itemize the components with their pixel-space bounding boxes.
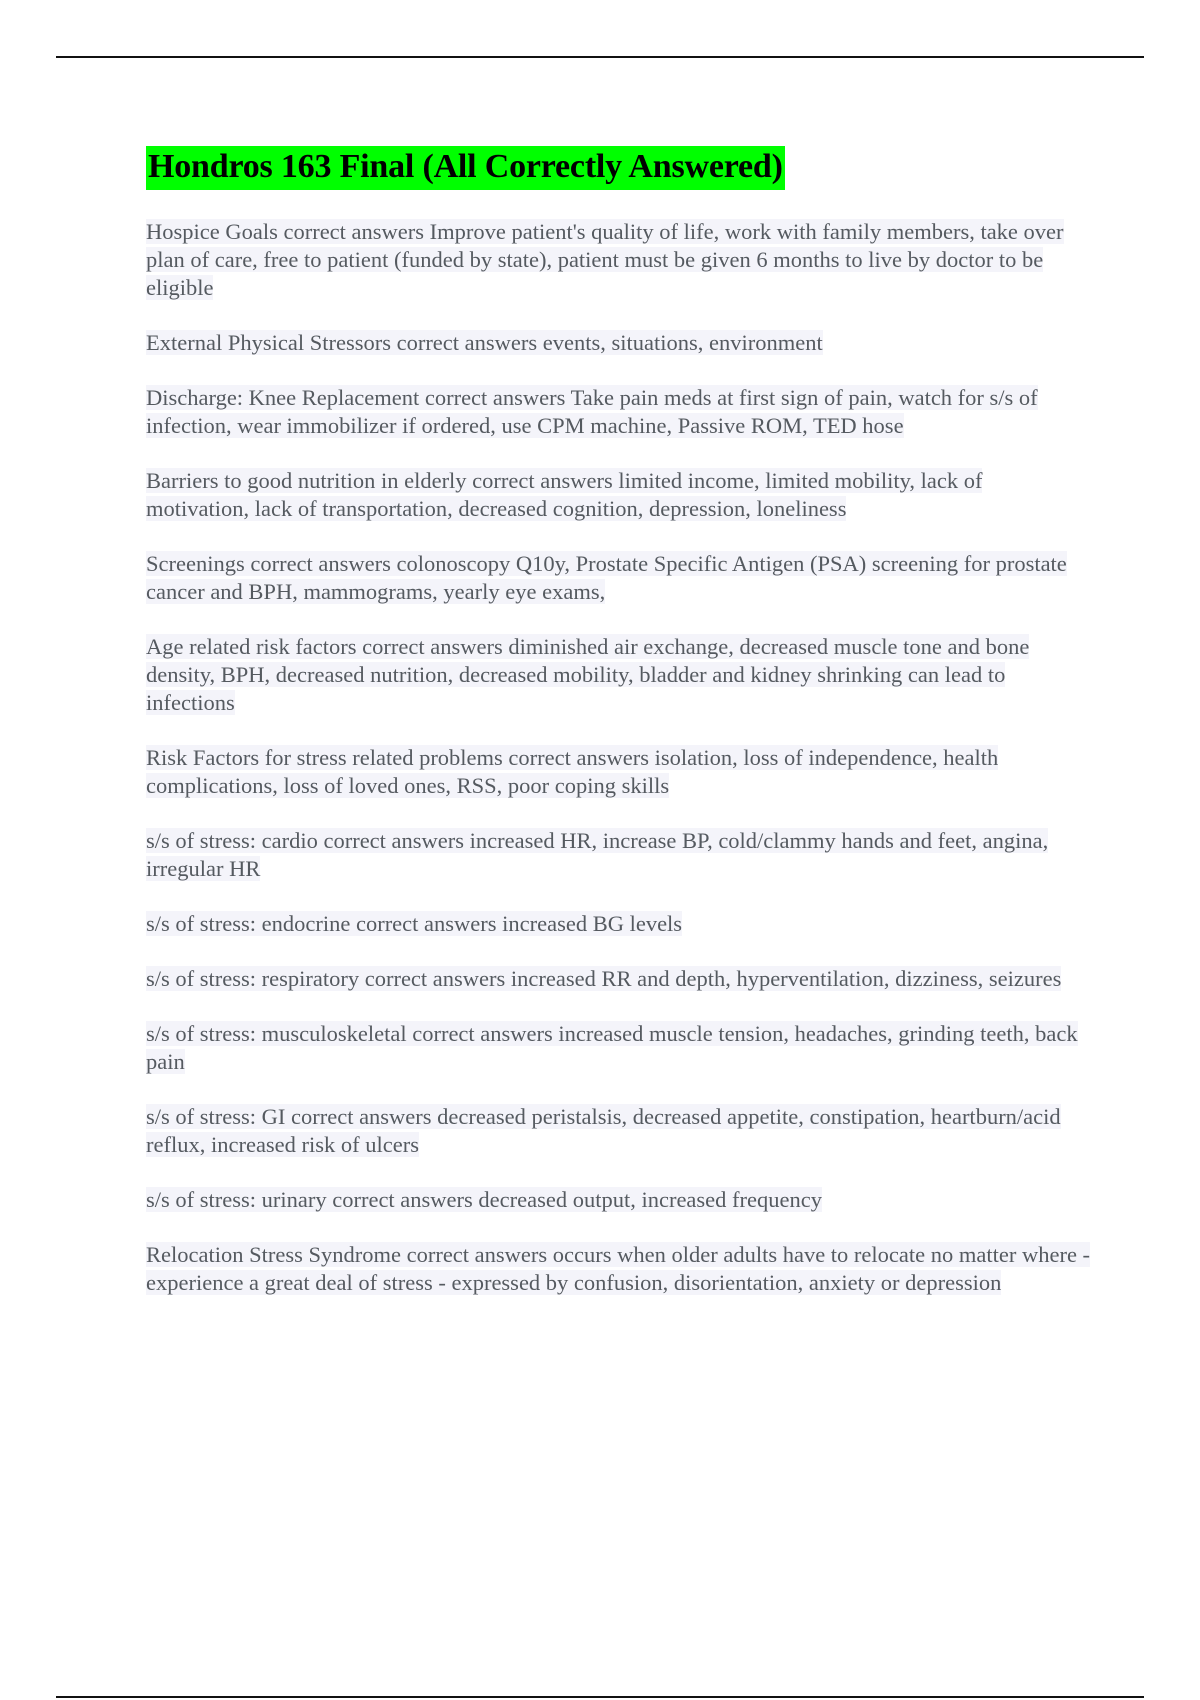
footer-rule: [56, 1696, 1144, 1698]
qa-entry-text: s/s of stress: endocrine correct answers increased BG levels: [146, 911, 683, 936]
qa-entry-text: Barriers to good nutrition in elderly correct answers limited income, limited mobility, lack of motivation, lack of transportation, decreased cognition, depression, loneliness: [146, 468, 983, 521]
qa-entry-text: s/s of stress: cardio correct answers increased HR, increase BP, cold/clammy hands and feet, angina, irregular HR: [146, 828, 1049, 881]
qa-entry-text: s/s of stress: GI correct answers decreased peristalsis, decreased appetite, constipation, heartburn/acid reflux, increased risk of ulcers: [146, 1104, 1061, 1157]
document-title: Hondros 163 Final (All Correctly Answered): [146, 146, 785, 190]
qa-entry-text: Discharge: Knee Replacement correct answers Take pain meds at first sign of pain, watch for s/s of infection, wear immobilizer if ordered, use CPM machine, Passive ROM, TED hose: [146, 385, 1038, 438]
qa-entry-stress-cardio: [146, 827, 1091, 883]
qa-entry-text: Relocation Stress Syndrome correct answers occurs when older adults have to relocate no matter where - experience a great deal of stress - expressed by confusion, disorientation, anxiety or depression: [146, 1242, 1091, 1295]
qa-entry-stress-urinary: [146, 1186, 1091, 1214]
qa-entry-relocation-stress-syndrome: [146, 1241, 1091, 1297]
qa-entry-text: s/s of stress: respiratory correct answers increased RR and depth, hyperventilation, dizziness, seizures: [146, 966, 1062, 991]
qa-entry-hospice-goals: [146, 218, 1091, 302]
qa-entry-screenings: [146, 550, 1091, 606]
qa-entry-text: Hospice Goals correct answers Improve patient's quality of life, work with family members, take over plan of care, free to patient (funded by state), patient must be given 6 months to live by doctor to be eligible: [146, 219, 1064, 300]
qa-entry-age-related-risk: [146, 633, 1091, 717]
qa-entry-text: s/s of stress: urinary correct answers decreased output, increased frequency: [146, 1187, 822, 1212]
qa-entry-stress-musculoskeletal: [146, 1020, 1091, 1076]
header-rule: [56, 56, 1144, 58]
qa-entry-barriers-nutrition: [146, 467, 1091, 523]
qa-entry-text: Screenings correct answers colonoscopy Q10y, Prostate Specific Antigen (PSA) screening for prostate cancer and BPH, mammograms, yearly eye exams,: [146, 551, 1067, 604]
qa-entry-stress-risk-factors: [146, 744, 1091, 800]
qa-entry-text: External Physical Stressors correct answers events, situations, environment: [146, 330, 823, 355]
qa-entry-text: Age related risk factors correct answers diminished air exchange, decreased muscle tone and bone density, BPH, decreased nutrition, decreased mobility, bladder and kidney shrinking can lead to infections: [146, 634, 1030, 715]
qa-entry-stress-endocrine: [146, 910, 1091, 938]
document-body: [146, 146, 1091, 1324]
qa-entry-external-physical-stressors: [146, 329, 1091, 357]
qa-entry-text: s/s of stress: musculoskeletal correct answers increased muscle tension, headaches, grinding teeth, back pain: [146, 1021, 1078, 1074]
qa-entry-stress-respiratory: [146, 965, 1091, 993]
qa-list: [146, 218, 1091, 1297]
qa-entry-discharge-knee-replacement: [146, 384, 1091, 440]
qa-entry-text: Risk Factors for stress related problems correct answers isolation, loss of independence, health complications, loss of loved ones, RSS, poor coping skills: [146, 745, 999, 798]
qa-entry-stress-gi: [146, 1103, 1091, 1159]
